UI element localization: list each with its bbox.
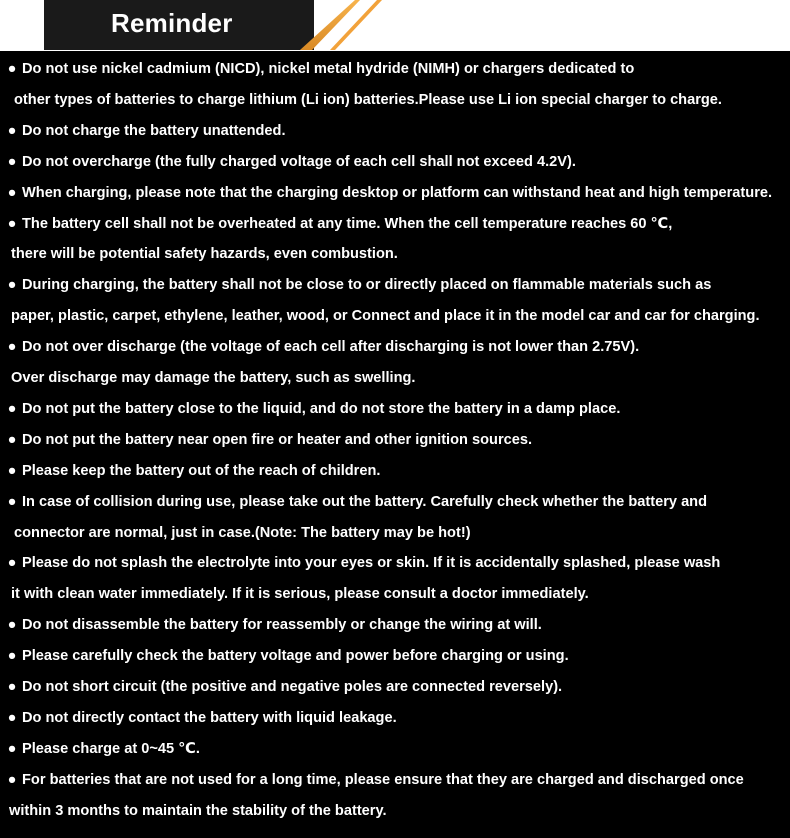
bullet-icon: ● — [7, 277, 17, 294]
reminder-item — [0, 765, 790, 796]
page-title: Reminder — [111, 8, 233, 38]
reminder-item — [0, 209, 790, 240]
reminder-item — [0, 425, 790, 456]
reminder-text: within 3 months to maintain the stability of the battery. — [9, 802, 387, 819]
reminder-item — [0, 54, 790, 85]
reminder-item — [0, 610, 790, 641]
bullet-icon: ● — [7, 709, 17, 726]
reminder-item — [0, 487, 790, 518]
reminder-text: other types of batteries to charge lithium (Li ion) batteries.Please use Li ion special charger to charge. — [14, 91, 722, 108]
bullet-icon: ● — [7, 771, 17, 788]
reminder-item — [0, 641, 790, 672]
reminder-text: Do not put the battery close to the liquid, and do not store the battery in a damp place. — [22, 400, 621, 417]
bullet-icon: ● — [7, 617, 17, 634]
reminder-item-continuation — [0, 518, 790, 549]
reminder-text: Please carefully check the battery voltage and power before charging or using. — [22, 648, 569, 665]
bullet-icon: ● — [7, 122, 17, 139]
reminder-text: Do not short circuit (the positive and negative poles are connected reversely). — [22, 679, 563, 695]
reminder-text: Do not charge the battery unattended. — [22, 122, 286, 139]
reminder-text: Do not use nickel cadmium (NICD), nickel metal hydride (NIMH) or chargers dedicated to — [22, 61, 635, 77]
reminder-item — [0, 270, 790, 301]
reminder-item — [0, 116, 790, 147]
reminder-text: When charging, please note that the charging desktop or platform can withstand heat and high temperature. — [22, 184, 773, 201]
reminder-item — [0, 394, 790, 425]
reminder-text: For batteries that are not used for a long time, please ensure that they are charged and discharged once — [22, 771, 744, 788]
reminder-item — [0, 147, 790, 178]
reminder-text: Please keep the battery out of the reach of children. — [22, 462, 381, 479]
reminder-item-continuation — [0, 363, 790, 394]
reminder-item — [0, 332, 790, 363]
reminder-text: Do not disassemble the battery for reassembly or change the wiring at will. — [22, 617, 542, 634]
bullet-icon: ● — [7, 740, 17, 757]
reminder-text: Do not overcharge (the fully charged voltage of each cell shall not exceed 4.2V). — [22, 153, 576, 170]
reminder-text: paper, plastic, carpet, ethylene, leather, wood, or Connect and place it in the model car and car for charging. — [11, 308, 760, 325]
bullet-icon: ● — [7, 493, 17, 510]
reminder-item-continuation — [0, 301, 790, 332]
bullet-icon: ● — [7, 339, 17, 356]
reminder-text: connector are normal, just in case.(Note: The battery may be hot!) — [14, 524, 471, 541]
reminder-item — [0, 734, 790, 765]
bullet-icon: ● — [7, 555, 17, 572]
bullet-icon: ● — [7, 400, 17, 417]
reminder-item-continuation — [0, 85, 790, 116]
bullet-icon: ● — [7, 61, 17, 77]
header-accent-stripe-thin — [330, 0, 382, 50]
reminder-text: The battery cell shall not be overheated at any time. When the cell temperature reaches 60 ℃, — [22, 215, 673, 232]
bullet-icon: ● — [7, 153, 17, 170]
bullet-icon: ● — [7, 431, 17, 448]
reminder-text: there will be potential safety hazards, even combustion. — [11, 246, 398, 263]
bullet-icon: ● — [7, 679, 17, 695]
reminder-text: Do not put the battery near open fire or heater and other ignition sources. — [22, 431, 533, 448]
reminder-text: Please charge at 0~45 ℃. — [22, 740, 200, 757]
reminder-item — [0, 456, 790, 487]
bullet-icon: ● — [7, 462, 17, 479]
reminder-item — [0, 672, 790, 703]
reminder-text: Over discharge may damage the battery, such as swelling. — [11, 370, 416, 386]
reminder-item — [0, 703, 790, 734]
bullet-icon: ● — [7, 215, 17, 232]
reminder-item-continuation — [0, 239, 790, 270]
reminder-text: Do not over discharge (the voltage of each cell after discharging is not lower than 2.75V). — [22, 339, 640, 356]
reminder-item-continuation — [0, 579, 790, 610]
reminder-text: Do not directly contact the battery with liquid leakage. — [22, 709, 397, 726]
reminder-item-continuation — [0, 796, 790, 827]
reminder-item — [0, 178, 790, 209]
bullet-icon: ● — [7, 184, 17, 201]
reminder-text: Please do not splash the electrolyte into your eyes or skin. If it is accidentally splashed, please wash — [22, 555, 721, 572]
reminder-text: In case of collision during use, please take out the battery. Carefully check whether the battery and — [22, 493, 708, 510]
reminder-item — [0, 548, 790, 579]
bullet-icon: ● — [7, 648, 17, 665]
header-tab — [44, 0, 314, 50]
reminder-panel — [0, 51, 790, 838]
reminder-text: During charging, the battery shall not be close to or directly placed on flammable materials such as — [22, 277, 712, 294]
reminder-text: it with clean water immediately. If it is serious, please consult a doctor immediately. — [11, 586, 589, 603]
